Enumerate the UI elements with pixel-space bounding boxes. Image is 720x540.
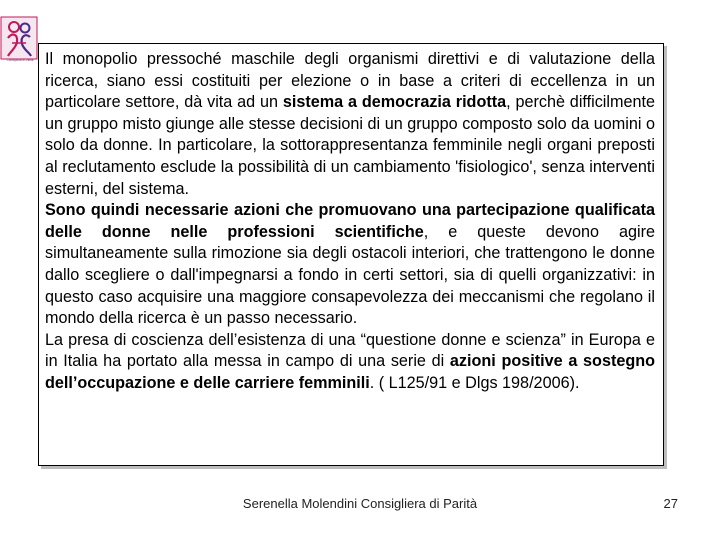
- logo: [0, 16, 38, 62]
- paragraph-2-rest: , e queste devono agire simultaneamente sulla rimozione sia degli ostacoli interiori, che trattengono le donne dallo scegliere o dall'impegnarsi a fondo in certi settori, sia di quelli organizzativi: in questo caso acquisire una maggiore consapevolezza dei meccanismi che regolano il mondo della ricerca è un passo necessario.: [45, 222, 655, 328]
- paragraph-3-emphasis: azioni positive a sostegno dell’occupazione e delle carriere femminili: [45, 352, 656, 392]
- paragraph-3-rest: . ( L125/91 e Dlgs 198/2006).: [369, 373, 580, 392]
- page-number: 27: [663, 496, 678, 511]
- paragraph-1-intro: Il monopolio pressoché maschile degli organismi direttivi e di valutazione della ricerca, siano essi costituiti per elezione o in base a criteri di eccellenza in un particolare settore, dà vita ad un: [45, 50, 655, 112]
- paragraph-3: [45, 330, 655, 395]
- paragraph-1-rest: , perchè difficilmente un gruppo misto giunge alle stesse decisioni di un gruppo composto solo da uomini o solo da donne. In particolare, la sottorappresentanza femminile negli organi preposti al reclutamento esclude la possibilità di un cambiamento 'fisiologico', senza interventi esterni, del sistema.: [45, 93, 655, 198]
- consigliera-logo-icon: [0, 16, 38, 60]
- logo-caption: Consigliera di Parità: [6, 58, 34, 62]
- paragraph-3-intro: La presa di coscienza dell’esistenza di una “questione donne e scienza” in Europa e in Italia ha portato alla messa in campo di una serie di: [45, 330, 655, 371]
- paragraph-2-emphasis: Sono quindi necessarie azioni che promuovano una partecipazione qualificata delle donne nelle professioni scientifiche: [45, 201, 655, 241]
- paragraph-1: [45, 49, 655, 200]
- text-box: [38, 43, 664, 466]
- paragraph-1-emphasis: sistema a democrazia ridotta: [282, 93, 507, 112]
- paragraph-2: [45, 200, 655, 330]
- footer-author: Serenella Molendini Consigliera di Parità: [242, 496, 478, 511]
